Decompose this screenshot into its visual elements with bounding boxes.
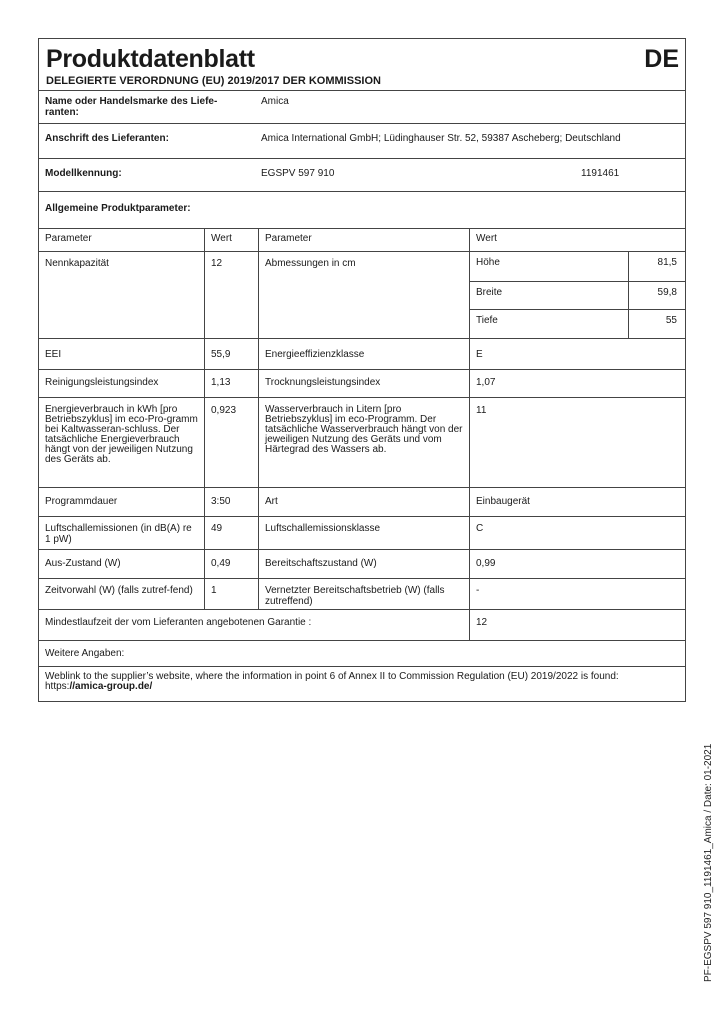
dimension-depth-value: 55 <box>628 310 685 338</box>
param-off-mode-label: Aus-Zustand (W) <box>45 558 121 569</box>
param-energy-class-value: E <box>469 339 685 369</box>
dimension-height-label: Höhe <box>476 257 500 268</box>
param-energy-class-label: Energieeffizienzklasse <box>258 339 469 369</box>
param-cleaning-index-label: Reinigungsleistungsindex <box>45 377 159 388</box>
param-noise-emission-label: Luftschallemissionen (in dB(A) re 1 pW) <box>45 523 192 545</box>
dimensions-label: Abmessungen in cm <box>258 252 469 338</box>
language-code: DE <box>644 45 679 73</box>
table-header-row <box>39 229 685 252</box>
table-row <box>39 488 685 517</box>
param-program-duration-label: Programmdauer <box>45 496 118 507</box>
warranty-value: 12 <box>469 610 685 640</box>
param-type-value: Einbaugerät <box>469 488 685 516</box>
capacity-label: Nennkapazität <box>45 258 109 269</box>
sheet-header <box>39 39 685 91</box>
supplier-name-label: Name oder Handelsmarke des Liefe-ranten: <box>45 96 218 118</box>
dimension-height-value: 81,5 <box>628 252 685 281</box>
table-row <box>39 517 685 550</box>
supplier-address-label: Anschrift des Lieferanten: <box>45 133 169 144</box>
further-info-row <box>39 641 685 667</box>
dimension-depth-label: Tiefe <box>476 315 498 326</box>
supplier-name-row <box>39 91 685 124</box>
supplier-address-value: Amica International GmbH; Lüdinghauser Str. 52, 59387 Ascheberg; Deutschland <box>261 133 621 144</box>
param-delay-start-value: 1 <box>204 579 258 609</box>
table-row <box>39 339 685 370</box>
param-water-consumption-label: Wasserverbrauch in Litern [pro Betriebszyklus] im eco-Programm. Der tatsächliche Wasserverbrauch hängt von der jeweiligen Nutzung des Geräts und vom Härtegrad des Wassers ab. <box>258 398 469 487</box>
supplier-address-row <box>39 124 685 159</box>
dimension-depth-row <box>470 309 685 338</box>
model-row <box>39 159 685 192</box>
dimension-width-label: Breite <box>476 287 503 298</box>
param-networked-standby-label: Vernetzter Bereitschaftsbetrieb (W) (falls zutreffend) <box>258 579 469 609</box>
param-type-label: Art <box>258 488 469 516</box>
param-noise-emission-value: 49 <box>204 517 258 549</box>
dimensions-values <box>469 252 685 338</box>
param-cleaning-index-value: 1,13 <box>204 370 258 397</box>
weblink-url[interactable]: //amica-group.de/ <box>69 681 153 692</box>
page-title: Produktdatenblatt <box>46 45 255 73</box>
further-info-label: Weitere Angaben: <box>45 648 125 659</box>
dimension-height-row <box>470 252 685 281</box>
article-number: 1191461 <box>581 168 620 179</box>
supplier-name-value: Amica <box>261 96 289 107</box>
col-header-value-1: Wert <box>204 229 258 251</box>
col-header-value-2: Wert <box>469 229 685 251</box>
model-value: EGSPV 597 910 <box>261 168 335 179</box>
param-eei-label: EEI <box>45 349 62 360</box>
dimension-width-value: 59,8 <box>628 282 685 309</box>
param-noise-class-label: Luftschallemissionsklasse <box>258 517 469 549</box>
param-standby-label: Bereitschaftszustand (W) <box>258 550 469 578</box>
param-off-mode-value: 0,49 <box>204 550 258 578</box>
param-eei-value: 55,9 <box>204 339 258 369</box>
param-drying-index-label: Trocknungsleistungsindex <box>258 370 469 397</box>
param-drying-index-value: 1,07 <box>469 370 685 397</box>
param-energy-consumption-label: Energieverbrauch in kWh [pro Betriebszyklus] im eco-Pro-gramm bei Kaltwasseran-schluss. Der tatsächliche Energieverbrauch hängt von der jeweiligen Nutzung des Geräts ab. <box>45 404 198 465</box>
param-standby-value: 0,99 <box>469 550 685 578</box>
param-noise-class-value: C <box>469 517 685 549</box>
capacity-value: 12 <box>204 252 258 338</box>
model-label: Modellkennung: <box>45 168 122 179</box>
general-params-row <box>39 192 685 229</box>
col-header-parameter-2: Parameter <box>258 229 469 251</box>
param-delay-start-label: Zeitvorwahl (W) (falls zutref-fend) <box>45 585 193 596</box>
capacity-dimensions-row <box>39 252 685 339</box>
warranty-label: Mindestlaufzeit der vom Lieferanten angebotenen Garantie : <box>45 617 312 628</box>
weblink-row <box>39 667 685 701</box>
regulation-subtitle: DELEGIERTE VERORDNUNG (EU) 2019/2017 DER KOMMISSION <box>46 75 381 87</box>
col-header-parameter-1: Parameter <box>45 233 92 244</box>
general-params-heading: Allgemeine Produktparameter: <box>45 203 191 214</box>
product-data-sheet <box>38 38 686 702</box>
warranty-row <box>39 610 685 641</box>
param-program-duration-value: 3:50 <box>204 488 258 516</box>
document-reference: PF-EGSPV 597 910_1191461_Amica / Date: 01-2021 <box>703 743 714 982</box>
table-row <box>39 579 685 610</box>
table-row <box>39 398 685 488</box>
weblink-prefix: Weblink to the supplier’s website, where the information in point 6 of Annex II to Commission Regulation (EU) 2019/2022 is found: https: <box>45 671 619 692</box>
param-water-consumption-value: 11 <box>469 398 685 487</box>
table-row <box>39 550 685 579</box>
param-networked-standby-value: - <box>469 579 685 609</box>
table-row <box>39 370 685 398</box>
dimension-width-row <box>470 281 685 309</box>
weblink-text <box>39 667 685 701</box>
param-energy-consumption-value: 0,923 <box>204 398 258 487</box>
